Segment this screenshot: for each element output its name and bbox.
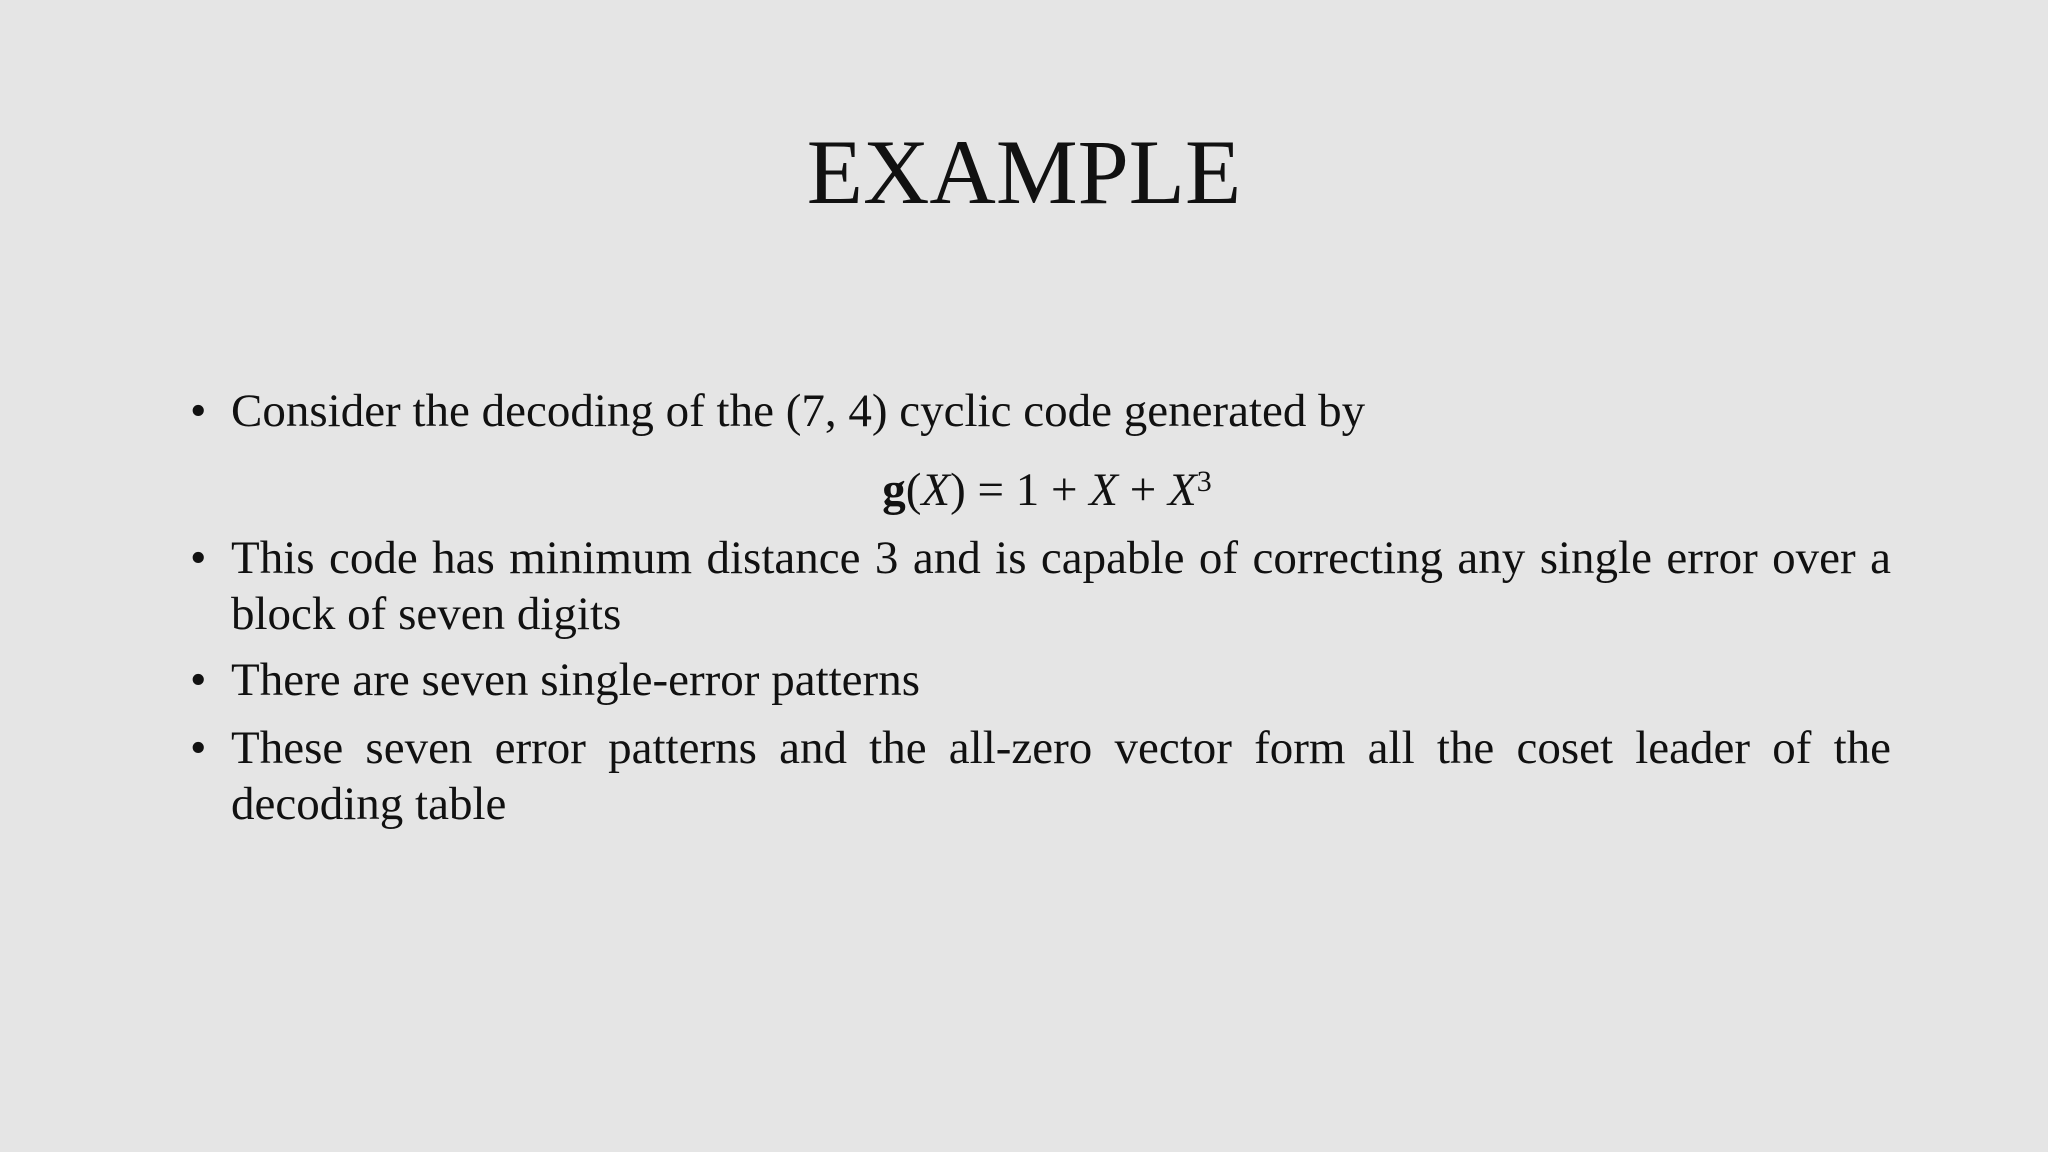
bullet-text: There are seven single-error patterns — [231, 654, 920, 706]
bullet-item — [190, 530, 1890, 642]
formula-equals-one: ) = 1 + — [950, 464, 1090, 516]
formula-term-x: X — [1089, 464, 1119, 516]
bullet-dot: • — [190, 654, 207, 706]
bullet-text: This code has minimum distance 3 and is capable of correcting any single error over a block of seven digits — [231, 532, 1891, 640]
bullet-item — [190, 652, 1890, 708]
bullet-dot: • — [190, 722, 207, 774]
bullet-dot: • — [190, 385, 207, 437]
bullet-item — [190, 383, 1890, 439]
formula-variable-x: X — [921, 464, 951, 516]
bullet-text: These seven error patterns and the all-zero vector form all the coset leader of the decoding table — [231, 722, 1891, 830]
generator-polynomial-formula — [0, 462, 2048, 518]
bullet-item — [190, 720, 1890, 832]
formula-open-paren: ( — [905, 464, 922, 516]
bullet-dot: • — [190, 532, 207, 584]
bullet-text: Consider the decoding of the (7, 4) cyclic code generated by — [231, 385, 1366, 437]
slide-title: EXAMPLE — [806, 121, 1242, 223]
formula-exponent: 3 — [1196, 465, 1212, 498]
formula-g: g — [882, 464, 906, 516]
formula-plus: + — [1118, 464, 1169, 516]
formula-term-x-cubed: X — [1168, 464, 1197, 516]
